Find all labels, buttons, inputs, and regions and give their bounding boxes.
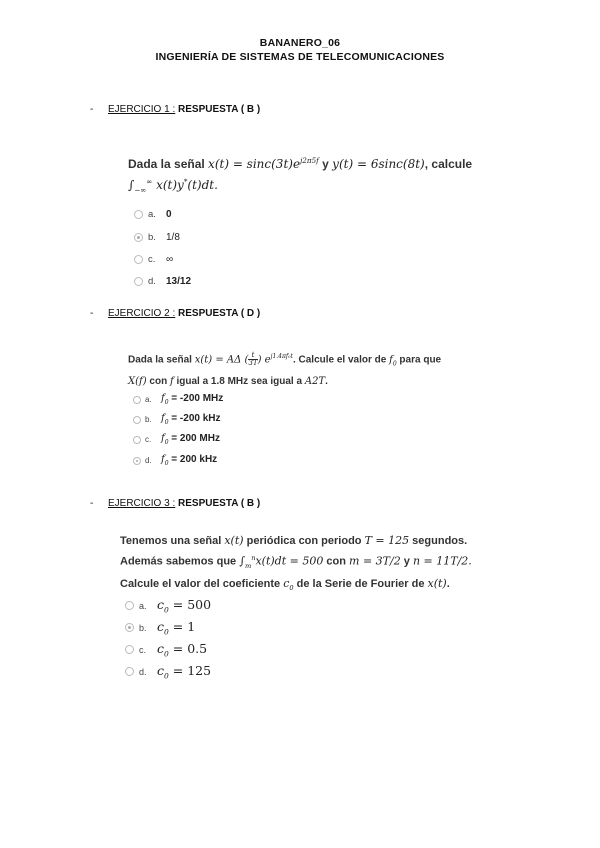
math-expr: y(t) = 6sinc(8t) [332,157,425,171]
radio-button[interactable] [133,416,141,424]
math-expr: x(t) [224,534,244,547]
radio-button[interactable] [133,436,141,444]
radio-button[interactable] [125,601,134,610]
exercise-label: EJERCICIO 1 : [108,104,176,115]
option-text: ∞ [166,254,174,265]
option-text [157,619,195,637]
option-value: = -200 kHz [168,413,221,424]
option-text: 1/8 [166,232,180,243]
integral-sign: ∫ [239,554,245,568]
question-text: igual a 1.8 MHz sea igual a [173,376,305,388]
question-text: Además sabemos que [120,555,240,568]
exercise-1-option-a[interactable] [134,209,172,220]
option-letter: c. [145,435,152,444]
option-value: = 200 kHz [168,454,218,465]
fraction-numerator: t [248,352,257,360]
math-symbol: f [161,393,165,404]
option-letter: a. [148,209,156,220]
math-symbol: f [161,433,165,444]
math-paren: ) [257,354,262,366]
exercise-1-option-b[interactable] [134,232,180,243]
math-symbol: f [161,454,165,465]
math-sub: 0 [164,671,169,681]
math-expr: e [261,354,271,366]
option-text: 13/12 [166,276,192,287]
option-text [161,393,223,406]
math-symbol: c [157,597,165,612]
radio-button[interactable] [134,210,143,219]
option-value: = 1 [168,619,196,634]
question-text: . [325,376,328,388]
question-text: y [400,555,413,568]
math-sub: 0 [164,419,169,426]
integral-upper: ∞ [146,177,153,186]
option-text [161,454,217,467]
radio-button-selected[interactable] [134,233,143,242]
question-text: Dada la señal [128,157,209,171]
document-subject: INGENIERÍA DE SISTEMAS DE TELECOMUNICACIONES [155,51,445,63]
question-text: Dada la señal [128,354,195,366]
exercise-2-heading [90,307,260,320]
question-text: de la Serie de Fourier de [293,577,428,590]
radio-button[interactable] [133,396,141,404]
option-text [157,597,211,615]
question-text: con [146,376,170,388]
question-text: periódica con periodo [243,535,365,547]
math-expr: x(t) [427,576,447,590]
math-paren: ( [241,354,249,366]
math-expr: x(t)dt = 500 [255,554,324,568]
math-expr: (t)dt. [187,178,218,192]
question-text: Calcule el valor del coeficiente [120,577,284,590]
math-sub: 0 [289,584,294,593]
exercise-3-option-d[interactable] [125,663,211,681]
exercise-1-heading [90,103,260,116]
exercise-2-option-a[interactable] [133,393,223,406]
option-value: = 500 [168,597,212,612]
option-letter: b. [145,415,152,424]
exercise-3-heading [90,497,260,510]
math-sub: 0 [164,439,169,446]
exercise-2-option-d[interactable] [133,454,217,467]
integral-lower: −∞ [134,185,147,195]
option-text [161,433,220,446]
option-value: = -200 MHz [168,393,224,404]
math-expr: m = 3T/2 [349,554,401,568]
math-expr: n = 11T/2. [412,554,472,568]
option-text [157,641,207,659]
math-expr: f [389,354,393,366]
question-text: . [446,577,450,590]
option-letter: c. [139,644,147,655]
math-symbol: f [161,413,165,424]
option-letter: b. [139,622,147,633]
math-expr: A2T [304,376,326,388]
exercise-2-option-c[interactable] [133,433,220,446]
math-expr: X(f) [128,376,147,388]
math-sup: j2π5f [300,156,319,165]
math-expr: x(t) = AΔ [194,354,242,366]
question-text: , calcule [424,157,473,171]
math-sup: j1.4πf₀t [270,353,293,360]
radio-button[interactable] [134,277,143,286]
option-value: = 200 MHz [168,433,220,444]
question-text: . Calcule el valor de [292,354,390,366]
question-text: para que [396,354,442,366]
math-symbol: c [157,641,165,656]
option-letter: a. [139,600,147,611]
integral-sign: ∫ [128,178,135,192]
question-text: con [323,555,350,568]
exercise-2-option-b[interactable] [133,413,221,426]
math-expr: c [283,576,290,590]
math-expr: f [169,376,174,388]
math-expr: x(t)y [152,178,184,192]
document-header [0,36,600,64]
list-dash: - [90,308,94,319]
option-text: 0 [166,209,172,220]
question-text: y [318,157,333,171]
math-sub: 0 [164,399,169,406]
exercise-label: EJERCICIO 3 : [108,498,176,509]
list-dash: - [90,104,94,115]
exercise-3-question [120,532,500,597]
radio-button[interactable] [125,645,134,654]
exercise-3-option-a[interactable] [125,597,211,615]
exercise-answer: RESPUESTA ( B ) [178,104,261,115]
list-dash: - [90,498,94,509]
exercise-3-option-b[interactable] [125,619,195,637]
exercise-label: EJERCICIO 2 : [108,308,176,319]
math-symbol: c [157,663,165,678]
fraction-denominator: 3T [248,359,258,368]
option-letter: d. [145,456,152,465]
math-sup: * [183,177,188,186]
question-text: Tenemos una señal [120,535,225,547]
math-expr: T = 125 [364,534,410,547]
math-sub: 0 [164,460,169,467]
integral-upper: n [251,554,256,562]
radio-button[interactable] [134,255,143,264]
exercise-answer: RESPUESTA ( D ) [178,308,261,319]
integral-lower: m [244,561,252,570]
math-symbol: c [157,619,165,634]
radio-button-selected[interactable] [125,623,134,632]
option-letter: d. [139,666,147,677]
document-code: BANANERO_06 [259,37,341,49]
option-text [157,663,211,681]
option-letter: d. [148,276,156,287]
option-letter: a. [145,395,152,404]
exercise-1-option-c[interactable] [134,254,173,265]
option-letter: b. [148,232,156,243]
option-letter: c. [148,254,156,265]
math-expr: x(t) = sinc(3t)e [208,157,301,171]
exercise-1-option-d[interactable] [134,276,191,287]
question-text: segundos. [409,535,468,547]
math-sub: 0 [164,627,169,637]
exercise-answer: RESPUESTA ( B ) [178,498,261,509]
exercise-3-option-c[interactable] [125,641,207,659]
radio-button-selected[interactable] [133,457,141,465]
math-sub: 0 [164,605,169,615]
exercise-2-question [128,348,488,391]
math-sub: 0 [392,360,397,368]
option-value: = 125 [168,663,212,678]
exercise-1-question [128,152,488,199]
option-text [161,413,221,426]
math-sub: 0 [164,649,169,659]
option-value: = 0.5 [168,641,208,656]
math-fraction [248,352,257,367]
radio-button[interactable] [125,667,134,676]
